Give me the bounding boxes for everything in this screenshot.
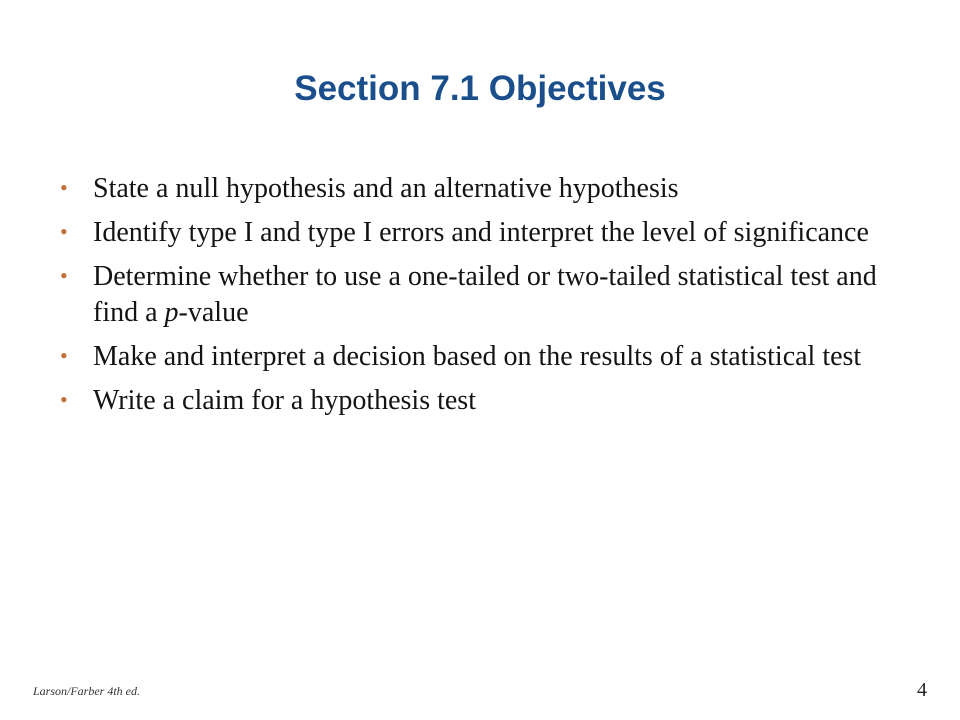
objective-text: State a null hypothesis and an alternative hypothesis: [93, 173, 679, 204]
bullet-icon: •: [60, 219, 68, 244]
objective-item: [60, 339, 900, 375]
objective-text: Write a claim for a hypothesis test: [93, 385, 476, 416]
objective-text-part: Determine whether to use a one-tailed or two-tailed statistical test and find a: [93, 261, 877, 328]
objective-item: [60, 383, 900, 419]
bullet-icon: •: [60, 387, 68, 412]
objective-item: [60, 171, 900, 207]
p-variable: p: [164, 297, 179, 328]
bullet-icon: •: [60, 343, 68, 368]
objective-text: Make and interpret a decision based on the results of a statistical test: [93, 341, 862, 372]
objective-item: [60, 215, 900, 251]
footer-credit: Larson/Farber 4th ed.: [33, 684, 141, 698]
page-number: 4: [917, 679, 927, 701]
objectives-list: [60, 171, 900, 427]
objective-text: Identify type I and type I errors and interpret the level of significance: [93, 217, 869, 248]
objective-text-part: -value: [178, 297, 249, 328]
bullet-icon: •: [60, 263, 68, 288]
bullet-icon: •: [60, 175, 68, 200]
objective-item: [60, 259, 900, 331]
objective-text: [93, 261, 877, 328]
slide-title: Section 7.1 Objectives: [294, 69, 666, 108]
